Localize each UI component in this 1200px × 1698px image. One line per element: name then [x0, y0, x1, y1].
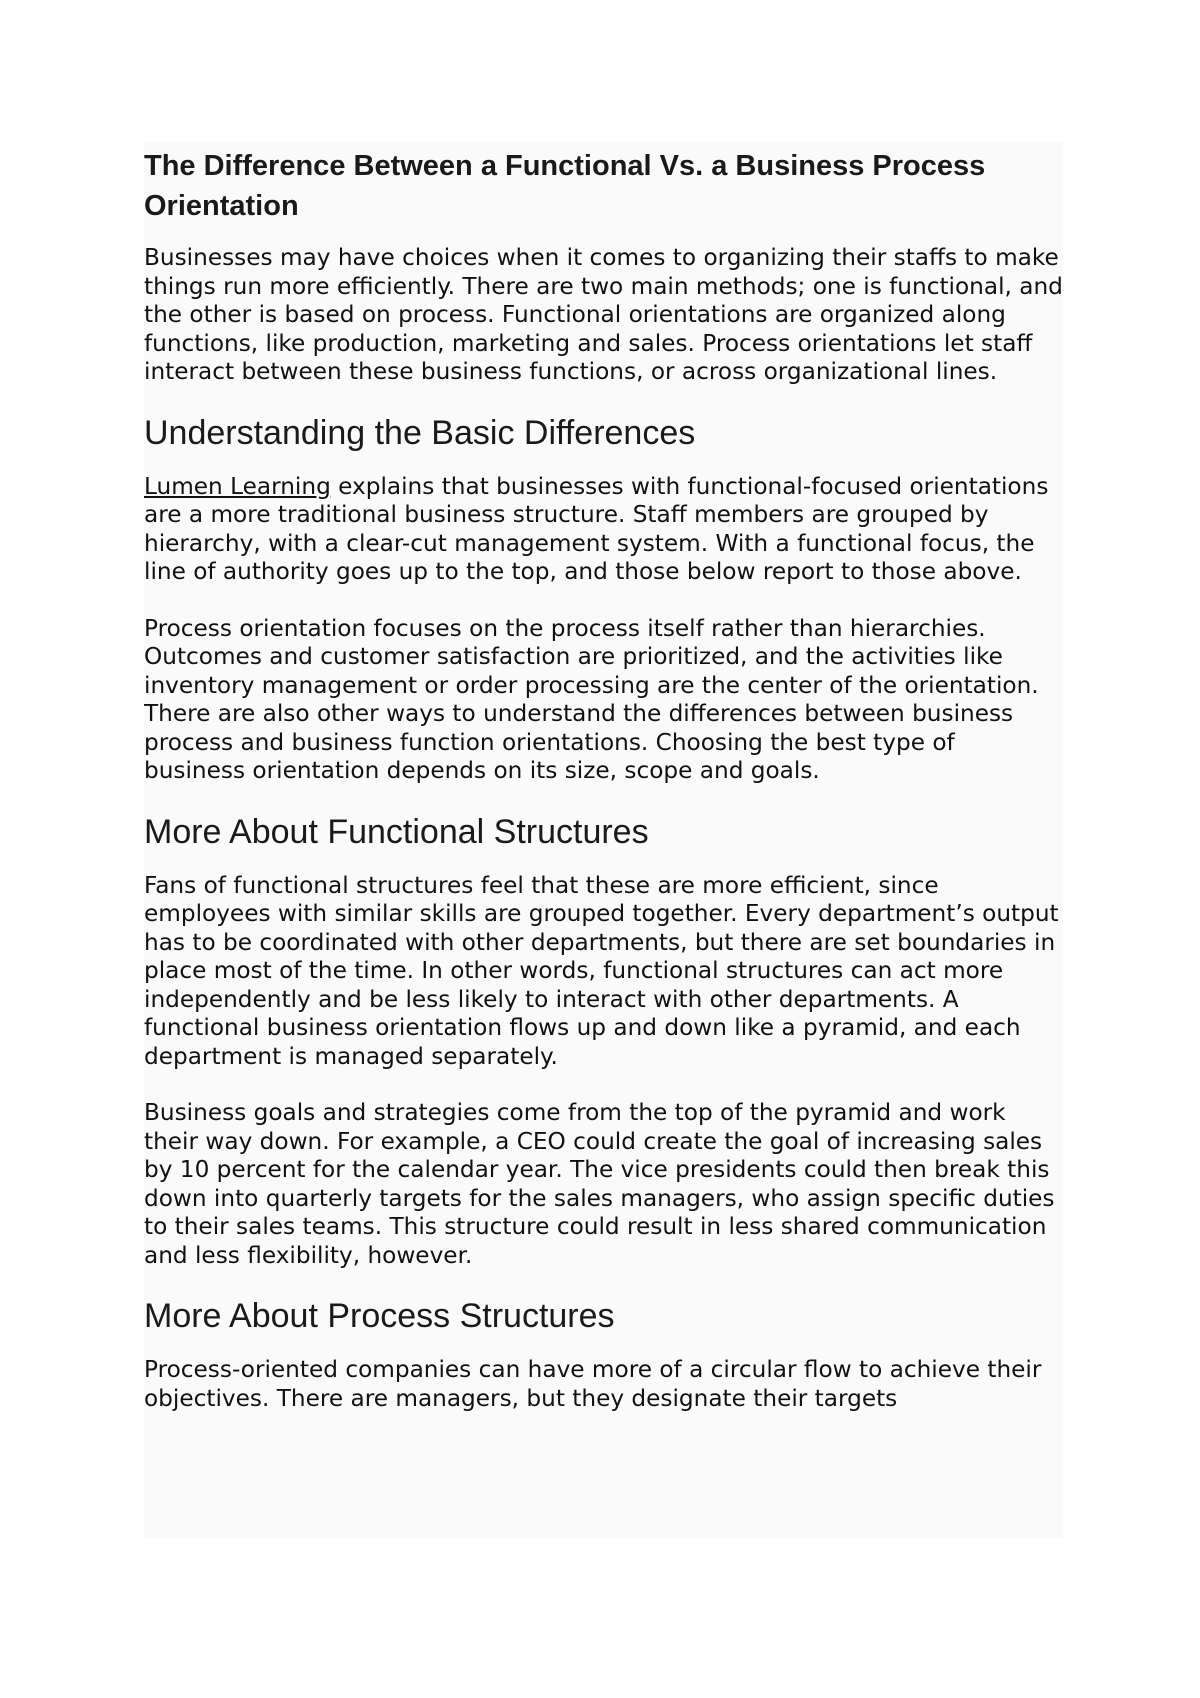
- basic-differences-paragraph-1: [144, 473, 1063, 587]
- basic-differences-paragraph-1-text: explains that businesses with functional-focused orientations are a more traditional business structure. Staff members are grouped by hierarchy, with a clear-cut management system. With a functional focus, the line of authority goes up to the top, and those below report to those above.: [144, 472, 1049, 585]
- section-heading-process-structures: More About Process Structures: [144, 1297, 615, 1335]
- intro-paragraph: Businesses may have choices when it comes to organizing their staffs to make things run more efficiently. There are two main methods; one is functional, and the other is based on process. Functional orientations are organized along functions, like production, marketing and sales. Process orientations let staff interact between these business functions, or across organizational lines.: [144, 244, 1063, 385]
- functional-structures-paragraph-1: Fans of functional structures feel that these are more efficient, since employees with similar skills are grouped together. Every department’s output has to be coordinated with other departments, but there are set boundaries in place most of the time. In other words, functional structures can act more independently and be less likely to interact with other departments. A functional business orientation flows up and down like a pyramid, and each department is managed separately.: [144, 871, 1059, 1070]
- functional-structures-paragraph-2: Business goals and strategies come from the top of the pyramid and work their way down. For example, a CEO could create the goal of increasing sales by 10 percent for the calendar year. The vice presidents could then break this down into quarterly targets for the sales managers, who assign specific duties to their sales teams. This structure could result in less shared communication and less flexibility, however.: [144, 1099, 1055, 1269]
- section-heading-basic-differences: Understanding the Basic Differences: [144, 413, 696, 452]
- document-content: [144, 142, 1063, 1538]
- process-structures-paragraph-1: Process-oriented companies can have more of a circular flow to achieve their objectives. There are managers, but they designate their targets: [144, 1356, 1042, 1412]
- lumen-learning-link[interactable]: Lumen Learning: [144, 472, 331, 500]
- section-heading-functional-structures: More About Functional Structures: [144, 812, 649, 851]
- document-title: The Difference Between a Functional Vs. a Business Process Orientation: [144, 150, 986, 222]
- basic-differences-paragraph-2: Process orientation focuses on the process itself rather than hierarchies. Outcomes and customer satisfaction are prioritized, and the activities like inventory management or order processing are the center of the orientation. There are also other ways to understand the differences between business process and business function orientations. Choosing the best type of business orientation depends on its size, scope and goals.: [144, 614, 1039, 784]
